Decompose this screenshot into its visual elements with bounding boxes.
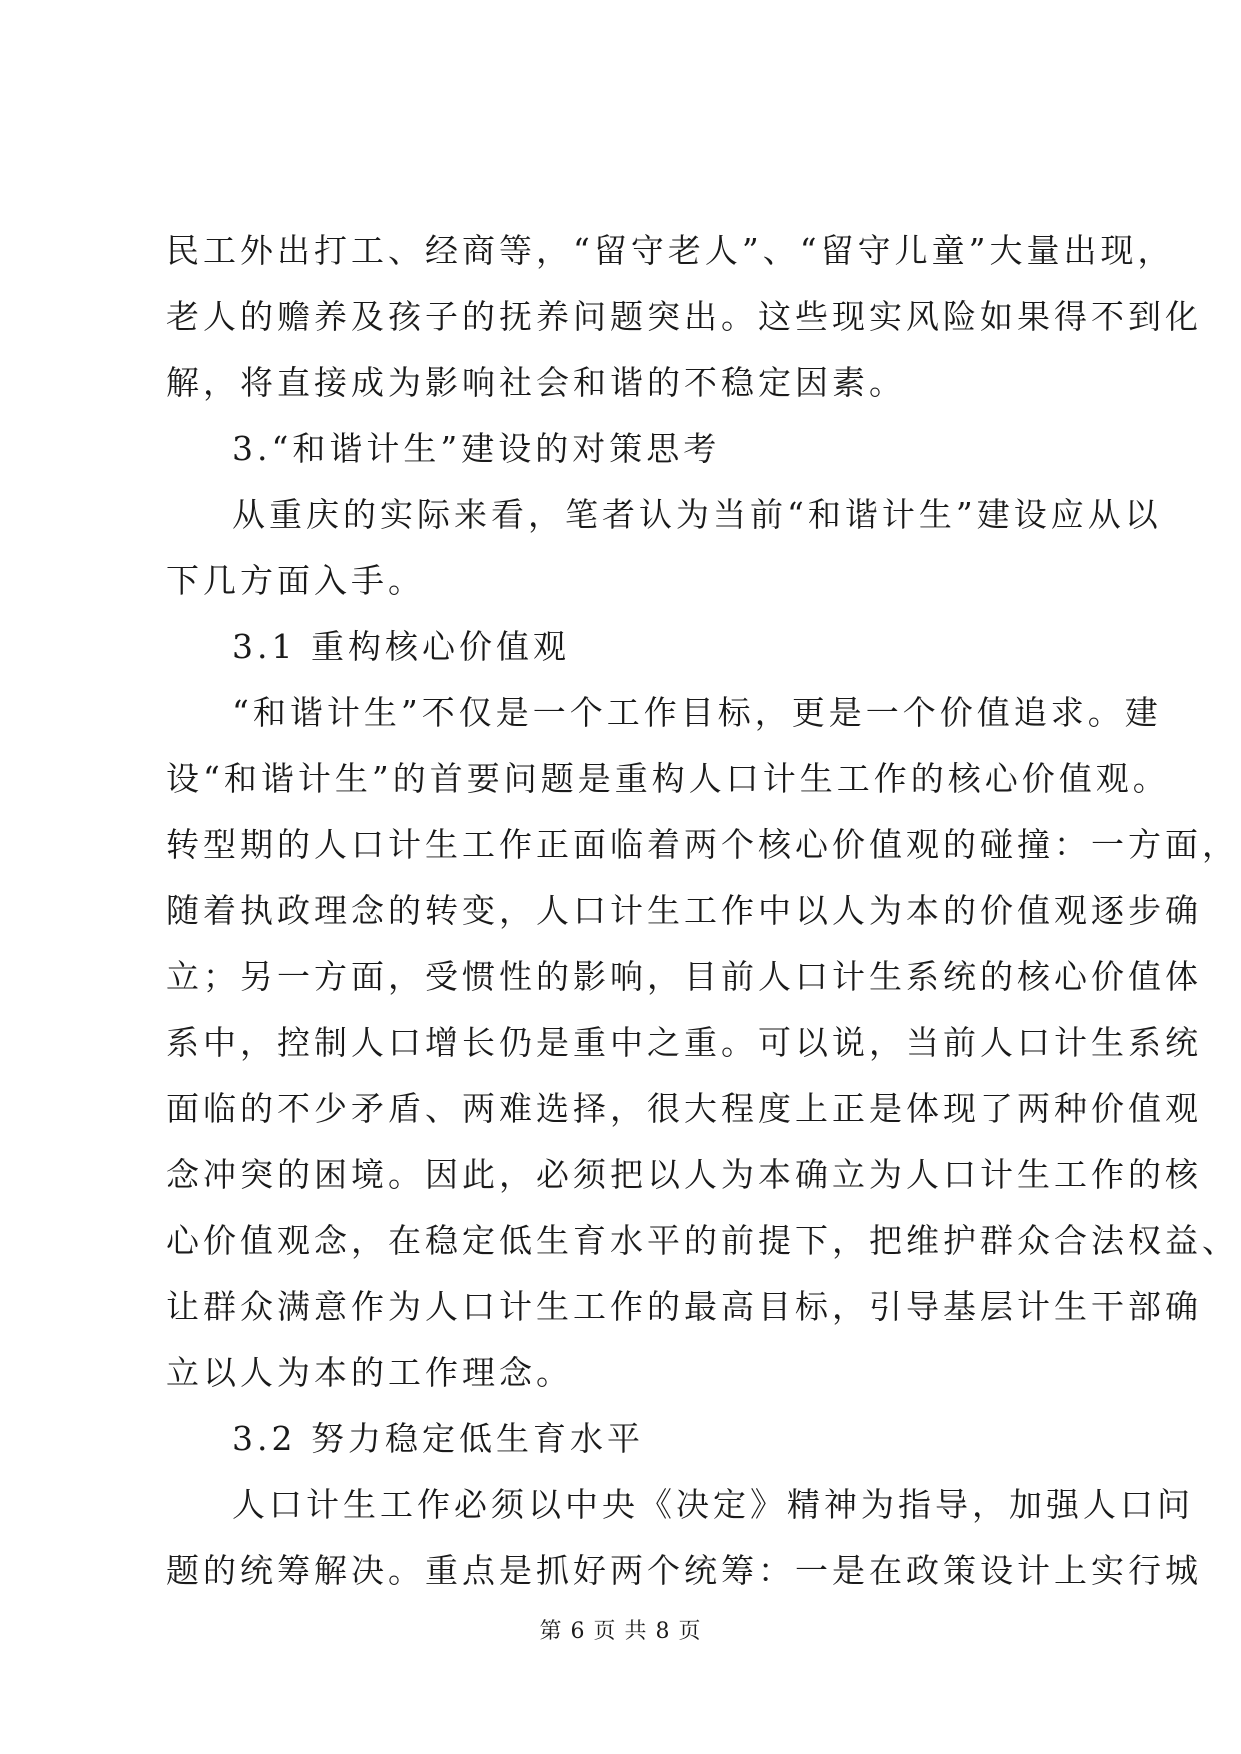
body-text	[166, 218, 1239, 1604]
page-footer: 第 6 页 共 8 页	[539, 1619, 702, 1644]
section-heading: 3.“和谐计生”建设的对策思考	[232, 429, 721, 468]
text-line: 转型期的人口计生工作正面临着两个核心价值观的碰撞：一方面，	[166, 825, 1239, 864]
text-line: 系中，控制人口增长仍是重中之重。可以说，当前人口计生系统	[166, 1023, 1202, 1062]
text-line: 从重庆的实际来看，笔者认为当前“和谐计生”建设应从以	[232, 495, 1162, 534]
text-line: “和谐计生”不仅是一个工作目标，更是一个价值追求。建	[232, 693, 1162, 732]
text-line: 立；另一方面，受惯性的影响，目前人口计生系统的核心价值体	[166, 957, 1202, 996]
subsection-heading: 3.2 努力稳定低生育水平	[232, 1419, 644, 1458]
text-line: 老人的赡养及孩子的抚养问题突出。这些现实风险如果得不到化	[166, 297, 1202, 336]
text-line: 让群众满意作为人口计生工作的最高目标，引导基层计生干部确	[166, 1287, 1202, 1326]
subsection-heading: 3.1 重构核心价值观	[232, 627, 570, 666]
text-line: 下几方面入手。	[166, 561, 425, 600]
text-line: 设“和谐计生”的首要问题是重构人口计生工作的核心价值观。	[166, 759, 1170, 798]
text-line: 解，将直接成为影响社会和谐的不稳定因素。	[166, 363, 906, 402]
text-line: 心价值观念，在稳定低生育水平的前提下，把维护群众合法权益、	[166, 1221, 1239, 1260]
text-line: 随着执政理念的转变，人口计生工作中以人为本的价值观逐步确	[166, 891, 1202, 930]
text-line: 题的统筹解决。重点是抓好两个统筹：一是在政策设计上实行城	[166, 1551, 1202, 1590]
text-line: 面临的不少矛盾、两难选择，很大程度上正是体现了两种价值观	[166, 1089, 1202, 1128]
text-line: 立以人为本的工作理念。	[166, 1353, 573, 1392]
text-line: 念冲突的困境。因此，必须把以人为本确立为人口计生工作的核	[166, 1155, 1202, 1194]
text-line: 民工外出打工、经商等，“留守老人”、“留守儿童”大量出现，	[166, 231, 1175, 270]
text-line: 人口计生工作必须以中央《决定》精神为指导，加强人口问	[232, 1485, 1194, 1524]
